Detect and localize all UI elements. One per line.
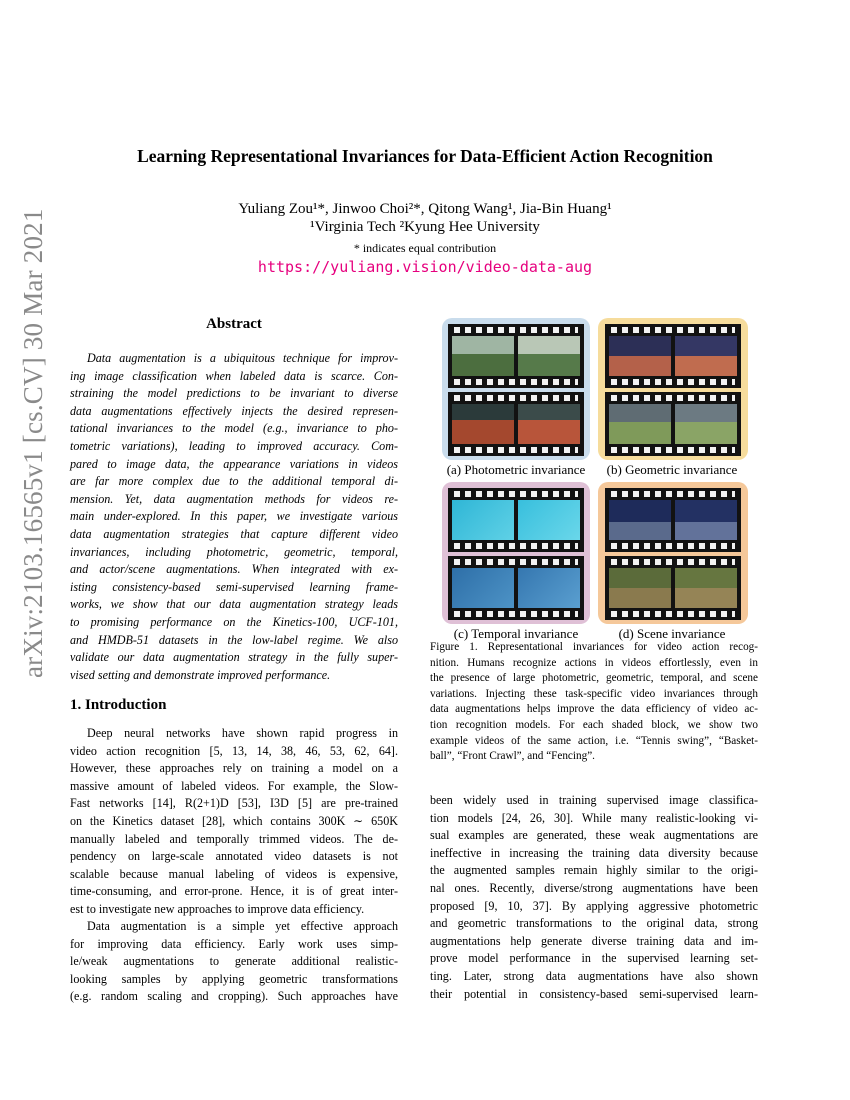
filmstrip-2: [448, 392, 584, 456]
affiliations: ¹Virginia Tech ²Kyung Hee University: [310, 219, 540, 235]
abstract-line: main under-explored. In this paper, we investigate various: [70, 509, 398, 524]
intro-paragraph-2: [70, 918, 398, 1006]
intro-p1-line: massive amount of labeled videos. For example, the Slow-: [70, 778, 398, 793]
caption-line: the presence of large photometric, geometric, temporal, and scene: [430, 672, 758, 685]
right-column-line: tion models [24, 26, 30]. While many realistic-looking vi-: [430, 810, 758, 825]
arxiv-stamp: arXiv:2103.16565v1 [cs.CV] 30 Mar 2021: [18, 208, 48, 678]
right-column-line: the augmented samples remain highly similar to the origi-: [430, 863, 758, 878]
abstract-line: ing image classification when labeled data is scarce. Con-: [70, 368, 398, 383]
video-frame: [675, 404, 737, 444]
author-list: Yuliang Zou¹*, Jinwoo Choi²*, Qitong Wang¹, Jia-Bin Huang¹: [238, 201, 612, 217]
paper-title: Learning Representational Invariances for Data-Efficient Action Recognition: [137, 146, 713, 166]
filmstrip-1: [448, 488, 584, 552]
intro-p2-line: looking samples by applying geometric transformations: [70, 971, 398, 986]
right-column-line: ting. Later, strong data augmentations have also shown: [430, 968, 758, 983]
video-frame: [452, 336, 514, 376]
abstract-line: vised setting and demonstrate improved performance.: [70, 667, 331, 682]
block-photometric: [442, 318, 590, 460]
right-column-text: [430, 792, 758, 1003]
block-geometric: [598, 318, 748, 460]
intro-p1-line: on the Kinetics dataset [28], which contains 300K ∼ 650K: [70, 813, 398, 828]
caption-line: ball”, “Front Crawl”, and “Fencing”.: [430, 750, 595, 763]
filmstrip-2: [605, 392, 741, 456]
abstract-line: and HMDB-51 datasets in the low-label regime. We also: [70, 632, 398, 647]
abstract-line: pared to image data, the appearance variations in videos: [70, 456, 398, 471]
subfigure-label-b: (b) Geometric invariance: [606, 462, 738, 477]
caption-line: nition. Humans recognize actions in videos effortlessly, even in: [430, 656, 758, 669]
intro-p1-line: manually labeled and temporally trimmed videos. The de-: [70, 831, 398, 846]
abstract-line: mension. Yet, data augmentation methods for videos re-: [70, 491, 398, 506]
filmstrip-2: [605, 556, 741, 620]
intro-p2-line: Data augmentation is a simple yet effective approach: [87, 919, 398, 933]
abstract-line: isting consistency-based semi-supervised learning frame-: [70, 579, 398, 594]
caption-line: variations. Injecting these task-specific video invariances through: [430, 687, 758, 700]
video-frame: [609, 500, 671, 540]
intro-p1-line: est to investigate new approaches to improve data efficiency.: [70, 901, 365, 916]
intro-p1-line: Deep neural networks have shown rapid progress in: [87, 726, 398, 740]
equal-contribution-note: * indicates equal contribution: [353, 241, 497, 255]
figure-1: [430, 316, 760, 646]
video-frame: [609, 568, 671, 608]
figure-1-caption: [430, 640, 758, 765]
intro-p2-line: le/weak augmentations to generate additional realistic-: [70, 954, 398, 969]
intro-p1-line: pendency on large-scale annotated video datasets is not: [70, 849, 398, 864]
intro-p1-line: scalable because manual labeling of videos is expensive,: [70, 866, 398, 881]
caption-line: data augmentations helps improve the data efficiency of video ac-: [430, 703, 758, 716]
filmstrip-1: [448, 324, 584, 388]
intro-p1-line: time-consuming, and error-prone. Hence, it is of great inter-: [70, 884, 398, 899]
video-frame: [518, 404, 580, 444]
abstract-line: Data augmentation is a ubiquitous technique for improv-: [87, 351, 398, 365]
filmstrip-2: [448, 556, 584, 620]
abstract-line: data augmentations effectively injects the desired represen-: [70, 403, 398, 418]
abstract-line: to promising performance on the Kinetics-100, UCF-101,: [70, 614, 398, 629]
abstract-line: tometric variations), leading to improved accuracy. Com-: [70, 438, 398, 453]
right-column-line: nal ones. Recently, diverse/strong augmentations have been: [430, 880, 758, 895]
video-frame: [518, 336, 580, 376]
video-frame: [675, 568, 737, 608]
abstract-line: works, we show that our data augmentation strategy leads: [70, 597, 398, 612]
video-frame: [518, 500, 580, 540]
video-frame: [452, 500, 514, 540]
abstract-line: straining the model predictions to be invariant to diverse: [70, 386, 398, 401]
video-frame: [675, 336, 737, 376]
abstract-line: validate our data augmentation strategy in the fully super-: [70, 650, 398, 665]
subfigure-label-c: (c) Temporal invariance: [453, 626, 579, 641]
video-frame: [609, 336, 671, 376]
right-column-line: sual examples are generated, these weak augmentations are: [430, 828, 758, 843]
right-column-line: augmentations help generate diverse training data and im-: [430, 933, 758, 948]
video-frame: [452, 568, 514, 608]
abstract-line: invariances, including photometric, geometric, temporal,: [70, 544, 398, 559]
intro-p1-line: However, these approaches rely on training a model on a: [70, 761, 398, 776]
filmstrip-1: [605, 324, 741, 388]
project-url-link[interactable]: https://yuliang.vision/video-data-aug: [257, 258, 593, 276]
abstract-line: tational invariances to the model (e.g., invariance to pho-: [70, 421, 398, 436]
video-frame: [675, 500, 737, 540]
abstract-line: are far more complex due to the additional temporal di-: [70, 474, 398, 489]
block-temporal: [442, 482, 590, 624]
right-column-line: ineffective in increasing the training data diversity because: [430, 845, 758, 860]
intro-heading: 1. Introduction: [70, 697, 167, 713]
right-column-line: their potential in consistency-based semi-supervised learn-: [430, 986, 758, 1001]
right-column-line: proposed [9, 10, 37]. By applying aggressive photometric: [430, 898, 758, 913]
video-frame: [609, 404, 671, 444]
intro-p1-line: Fast networks [14], R(2+1)D [53], I3D [5] are pre-trained: [70, 796, 398, 811]
abstract-line: and actor/scene augmentations. When integrated with ex-: [70, 562, 398, 577]
intro-p1-line: video action recognition [5, 13, 14, 38, 46, 53, 62, 64].: [70, 743, 398, 758]
block-scene: [598, 482, 748, 624]
right-column-line: been widely used in training supervised image classifica-: [430, 793, 758, 807]
caption-line: tion recognition models. For each shaded block, we show two: [430, 718, 758, 731]
intro-paragraph-1: [70, 725, 398, 919]
caption-line: example videos of the same action, i.e. “Tennis swing”, “Basket-: [430, 734, 758, 747]
abstract-line: data augmentation strategies that capture different video: [70, 526, 398, 541]
filmstrip-1: [605, 488, 741, 552]
right-column-line: and geometric transformations to the original data, strong: [430, 916, 758, 931]
caption-line: Figure 1. Representational invariances for video action recog-: [430, 641, 758, 653]
subfigure-label-a: (a) Photometric invariance: [446, 462, 586, 477]
intro-p2-line: for improving data efficiency. Early work uses simp-: [70, 936, 398, 951]
abstract-heading: Abstract: [206, 316, 262, 332]
intro-p2-line: (e.g. random scaling and cropping). Such approaches have: [70, 989, 398, 1004]
subfigure-label-d: (d) Scene invariance: [618, 626, 726, 641]
video-frame: [452, 404, 514, 444]
right-column-line: prove model performance in the supervised learning set-: [430, 951, 758, 966]
video-frame: [518, 568, 580, 608]
abstract-body: [70, 350, 398, 684]
